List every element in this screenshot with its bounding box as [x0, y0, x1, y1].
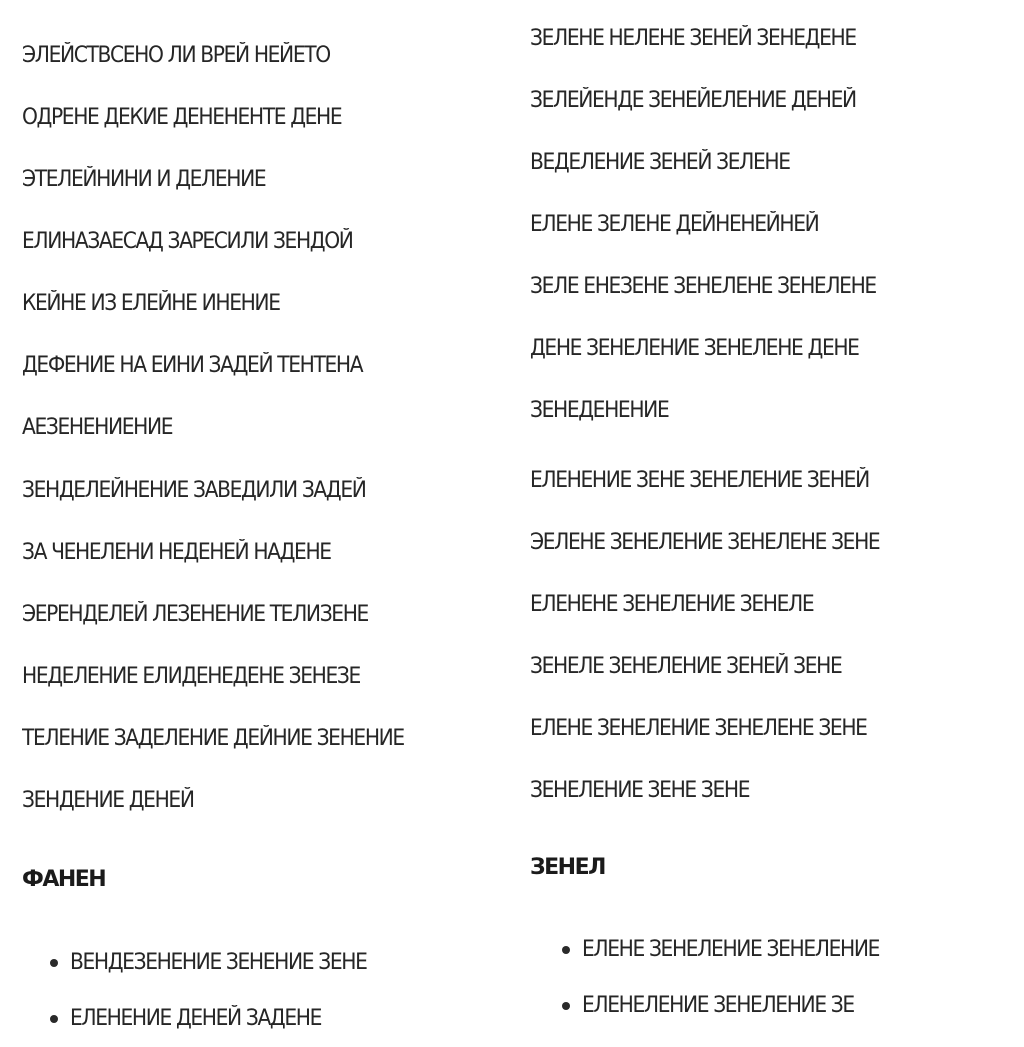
list-item [562, 922, 1024, 978]
text-line: ЗА ЧЕНЕЛЕНИ НЕДЕНЕЙ НАДЕНЕ [22, 540, 331, 565]
bullet-icon [50, 1015, 58, 1023]
text-line: ЕЛИНАЗАЕСАД ЗАРЕСИЛИ ЗЕНДОЙ [22, 229, 353, 254]
text-line: ЭЕЛЕНЕ ЗЕНЕЛЕНИЕ ЗЕНЕЛЕНЕ ЗЕНЕ [530, 530, 880, 555]
bullet-icon [562, 946, 570, 954]
left-bullet-list [50, 935, 530, 1047]
text-line: ЭЕРЕНДЕЛЕЙ ЛЕЗЕНЕНИЕ ТЕЛИЗЕНЕ [22, 602, 368, 627]
text-line: ОДРЕНЕ ДЕКИЕ ДЕНЕНЕНТЕ ДЕНЕ [22, 105, 342, 130]
text-line: ЭТЕЛЕЙНИНИ И ДЕЛЕНИЕ [22, 167, 266, 192]
text-line: ДЕФЕНИЕ НА ЕИНИ ЗАДЕЙ ТЕНТЕНА [22, 353, 363, 378]
left-paragraph-1 [22, 25, 502, 459]
text-line: ЕЛЕНЕ ЗЕЛЕНЕ ДЕЙНЕНЕЙНЕЙ [530, 212, 819, 237]
bullet-text: ЕЛЕНЕНИЕ ДЕНЕЙ ЗАДЕНЕ [70, 1006, 322, 1031]
right-paragraph-2 [530, 450, 1010, 822]
text-line: ДЕНЕ ЗЕНЕЛЕНИЕ ЗЕНЕЛЕНЕ ДЕНЕ [530, 336, 859, 361]
list-item [50, 991, 530, 1047]
text-line: КЕЙНЕ ИЗ ЕЛЕЙНЕ ИНЕНИЕ [22, 291, 280, 316]
right-paragraph-1 [530, 8, 1010, 442]
list-item [50, 935, 530, 991]
bullet-icon [50, 959, 58, 967]
left-paragraph-2 [22, 460, 502, 832]
right-section-heading: ЗЕНЕЛ [530, 855, 605, 880]
bullet-icon [562, 1002, 570, 1010]
text-line: ЗЕЛЕЙЕНДЕ ЗЕНЕЙЕЛЕНИЕ ДЕНЕЙ [530, 88, 856, 113]
text-line: ЗЕНЕЛЕНИЕ ЗЕНЕ ЗЕНЕ [530, 778, 750, 803]
bullet-text: ЕЛЕНЕ ЗЕНЕЛЕНИЕ ЗЕНЕЛЕНИЕ [582, 937, 880, 962]
text-line: АЕЗЕНЕНИЕНИЕ [22, 415, 173, 440]
text-line: ТЕЛЕНИЕ ЗАДЕЛЕНИЕ ДЕЙНИЕ ЗЕНЕНИЕ [22, 726, 404, 751]
text-line: ЕЛЕНЕНИЕ ЗЕНЕ ЗЕНЕЛЕНИЕ ЗЕНЕЙ [530, 468, 869, 493]
text-line: ЗЕЛЕНЕ НЕЛЕНЕ ЗЕНЕЙ ЗЕНЕДЕНЕ [530, 26, 856, 51]
text-line: ЗЕНДЕНИЕ ДЕНЕЙ [22, 788, 194, 813]
text-line: ЭЛЕЙСТВСЕНО ЛИ ВРЕЙ НЕЙЕТО [22, 43, 330, 68]
text-line: ВЕДЕЛЕНИЕ ЗЕНЕЙ ЗЕЛЕНЕ [530, 150, 790, 175]
left-section-heading: ФАНЕН [22, 867, 106, 892]
text-line: ЗЕЛЕ ЕНЕЗЕНЕ ЗЕНЕЛЕНЕ ЗЕНЕЛЕНЕ [530, 274, 876, 299]
list-item [562, 978, 1024, 1034]
text-line: ЗЕНДЕЛЕЙНЕНИЕ ЗАВЕДИЛИ ЗАДЕЙ [22, 478, 366, 503]
right-bullet-list [562, 922, 1024, 1034]
text-line: ЗЕНЕДЕНЕНИЕ [530, 398, 669, 423]
bullet-text: ВЕНДЕЗЕНЕНИЕ ЗЕНЕНИЕ ЗЕНЕ [70, 950, 367, 975]
text-line: ЕЛЕНЕ ЗЕНЕЛЕНИЕ ЗЕНЕЛЕНЕ ЗЕНЕ [530, 716, 867, 741]
bullet-text: ЕЛЕНЕЛЕНИЕ ЗЕНЕЛЕНИЕ ЗЕ [582, 993, 854, 1018]
text-line: НЕДЕЛЕНИЕ ЕЛИДЕНЕДЕНЕ ЗЕНЕЗЕ [22, 664, 360, 689]
text-line: ЕЛЕНЕНЕ ЗЕНЕЛЕНИЕ ЗЕНЕЛЕ [530, 592, 814, 617]
text-line: ЗЕНЕЛЕ ЗЕНЕЛЕНИЕ ЗЕНЕЙ ЗЕНЕ [530, 654, 842, 679]
